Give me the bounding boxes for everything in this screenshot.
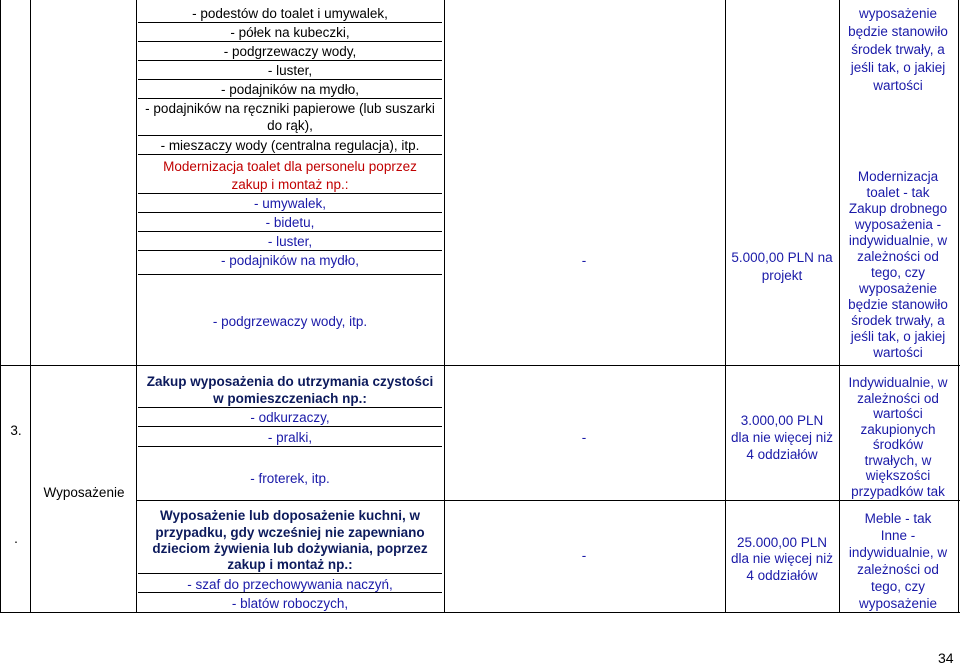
page-number: 34 [938, 650, 954, 666]
staff-item: - podgrzewaczy wody, itp. [212, 314, 368, 329]
desc-line [138, 193, 442, 194]
bot-funding-amount: 4 oddziałów [746, 568, 818, 583]
col-border-2 [136, 0, 137, 612]
modernization-note-line: wartości [873, 345, 923, 360]
bot-funding-amount: 25.000,00 PLN [736, 535, 828, 550]
col-border-1 [30, 0, 31, 612]
desc-line [138, 22, 442, 23]
col-border-5 [839, 0, 840, 612]
cleaning-heading: w pomieszczeniach np.: [213, 391, 367, 406]
desc-line [138, 231, 442, 232]
desc-item: - mieszaczy wody (centralna regulacja), itp. [160, 138, 420, 153]
desc-line [138, 250, 442, 251]
fixed-asset-note-line: przypadków tak [851, 483, 945, 499]
kitchen-heading: Wyposażenie lub doposażenie kuchni, w [159, 508, 421, 523]
kitchen-heading: zakup i montaż np.: [227, 557, 353, 572]
col-border-3 [444, 0, 445, 612]
desc-line [138, 212, 442, 213]
cleaning-item: - odkurzaczy, [250, 410, 330, 425]
desc-line [138, 446, 442, 447]
row-divider-subrow [136, 500, 960, 501]
desc-line [138, 41, 442, 42]
top-funding-amount: projekt [761, 268, 803, 283]
staff-item: - bidetu, [265, 215, 315, 230]
desc-line [138, 154, 442, 155]
desc-line [138, 135, 442, 136]
desc-line [138, 98, 442, 99]
desc-item: - podajników na ręczniki papierowe (lub suszarki [145, 101, 435, 116]
bot-funding-amount: dla nie więcej niż [730, 551, 834, 566]
mid-funding-amount: 4 oddziałów [746, 447, 818, 462]
kitchen-item: - blatów roboczych, [231, 596, 349, 611]
col-border-right [958, 0, 959, 612]
col-border-4 [725, 0, 726, 612]
mid-funding-amount: dla nie więcej niż [730, 430, 834, 445]
mid-col4-dash: - [581, 430, 587, 445]
desc-line [138, 407, 442, 408]
kitchen-item: - szaf do przechowywania naczyń, [187, 577, 393, 592]
desc-item: - luster, [267, 63, 313, 78]
staff-heading: zakup i montaż np.: [231, 177, 349, 192]
col-border-left [0, 0, 1, 612]
staff-item: - podajników na mydło, [220, 253, 360, 268]
desc-item: - podestów do toalet i umywalek, [192, 6, 388, 21]
top-funding-amount: 5.000,00 PLN na [731, 250, 833, 265]
desc-line [138, 60, 442, 61]
desc-item: do rąk), [267, 118, 313, 133]
staff-item: - umywalek, [253, 196, 327, 211]
desc-item: - podgrzewaczy wody, [223, 44, 357, 59]
desc-line [138, 79, 442, 80]
kitchen-heading: przypadku, gdy wcześniej nie zapewniano [155, 525, 425, 540]
desc-line [138, 274, 442, 275]
row-number-dot: . [14, 531, 18, 546]
staff-item: - luster, [267, 234, 313, 249]
staff-heading: Modernizacja toalet dla personelu poprzez [163, 159, 417, 174]
desc-line [138, 426, 442, 427]
kitchen-heading: dzieciom żywienia lub dożywiania, poprzez [152, 541, 428, 556]
top-col4-dash: - [581, 253, 587, 268]
table-bottom-border [0, 612, 960, 613]
row-divider-3 [0, 365, 960, 366]
row-number: 3. [10, 423, 22, 438]
desc-item: - podajników na mydło, [220, 82, 360, 97]
cleaning-item: - froterek, itp. [250, 471, 330, 486]
desc-item: - półek na kubeczki, [230, 25, 350, 40]
cleaning-item: - pralki, [267, 430, 313, 445]
bot-col4-dash: - [581, 548, 587, 563]
category-label: Wyposażenie [43, 485, 125, 500]
cleaning-heading: Zakup wyposażenia do utrzymania czystości [146, 374, 434, 389]
desc-line [138, 573, 442, 574]
mid-funding-amount: 3.000,00 PLN [740, 413, 824, 428]
